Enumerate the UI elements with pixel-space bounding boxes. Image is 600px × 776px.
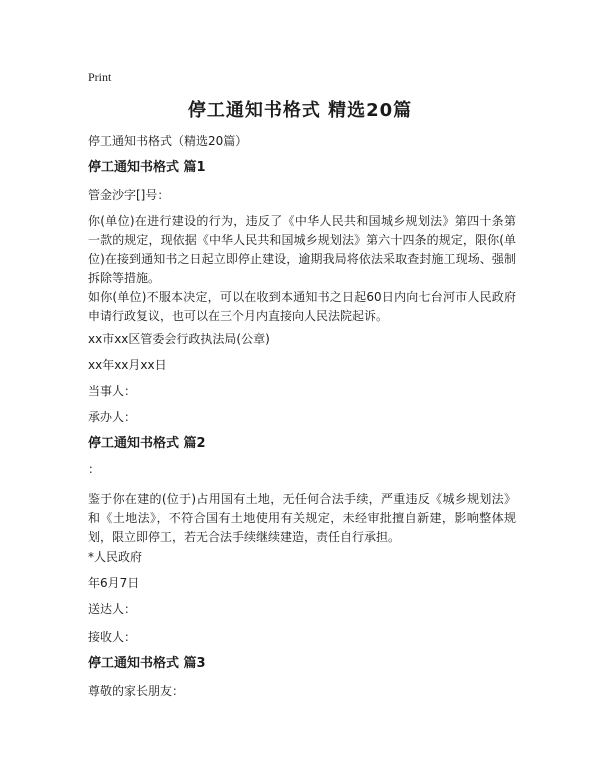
section2-paragraph-notice: 鉴于你在建的(位于)占用国有土地，无任何合法手续，严重违反《城乡规划法》和《土地法》，不符合国有土地使用有关规定，未经审批擅自新建，影响整体规划，限立即停工，若无合法手续继续建造，责任自行承担。 (88, 492, 516, 544)
section1-paragraph-notice: 你(单位)在进行建设的行为，违反了《中华人民共和国城乡规划法》第四十条第一款的规定，现依据《中华人民共和国城乡规划法》第六十四条的规定，限你(单位)在接到通知书之日起立即停止建设，逾期我局将依法采取查封施工现场、强制拆除等措施。 (88, 214, 516, 285)
section2-deliverer: 送达人： (88, 602, 137, 616)
section2-issuer: *人民政府 (88, 550, 143, 564)
section-heading-3: 停工通知书格式 篇3 (88, 656, 206, 671)
print-label: Print (88, 70, 112, 84)
section2-addressee: ： (88, 462, 101, 476)
section1-paragraph-appeal: 如你(单位)不服本决定，可以在收到本通知书之日起60日内向七台河市人民政府申请行政复议，也可以在三个月内直接向人民法院起诉。 (88, 290, 516, 323)
section1-reference-number: 管金沙字[]号： (88, 188, 170, 202)
section1-date: xx年xx月xx日 (88, 358, 167, 372)
section1-party: 当事人： (88, 384, 137, 398)
section3-greeting: 尊敬的家长朋友： (88, 684, 185, 698)
section-heading-2: 停工通知书格式 篇2 (88, 436, 206, 451)
section2-receiver: 接收人： (88, 630, 137, 644)
section1-handler: 承办人： (88, 410, 137, 424)
page-title: 停工通知书格式 精选20篇 (187, 100, 413, 121)
section-heading-1: 停工通知书格式 篇1 (88, 160, 206, 175)
section1-issuer: xx市xx区管委会行政执法局(公章) (88, 332, 270, 346)
section2-date: 年6月7日 (88, 576, 140, 590)
subtitle: 停工通知书格式（精选20篇） (88, 134, 248, 148)
